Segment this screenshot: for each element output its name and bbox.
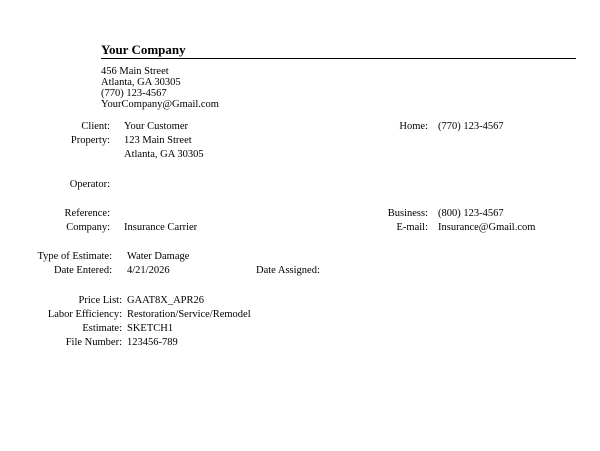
home-label: Home: — [399, 121, 428, 132]
type-of-estimate-label: Type of Estimate: — [37, 251, 112, 262]
property-address-line1: 123 Main Street — [124, 135, 192, 146]
business-label: Business: — [387, 208, 428, 219]
home-phone: (770) 123-4567 — [438, 121, 504, 132]
price-list-label: Price List: — [78, 295, 122, 306]
property-label: Property: — [70, 135, 110, 146]
date-entered-value: 4/21/2026 — [127, 265, 170, 276]
operator-label: Operator: — [69, 179, 110, 190]
client-label: Client: — [81, 121, 110, 132]
company-phone: (770) 123-4567 — [101, 88, 167, 99]
company-label: Company: — [66, 222, 110, 233]
estimate-value: SKETCH1 — [127, 323, 174, 334]
date-assigned-label: Date Assigned: — [256, 265, 320, 276]
labor-efficiency-value: Restoration/Service/Remodel — [127, 309, 251, 320]
date-entered-label: Date Entered: — [53, 265, 112, 276]
company-address-line1: 456 Main Street — [101, 66, 169, 77]
company-email: YourCompany@Gmail.com — [101, 99, 219, 110]
header-divider — [101, 58, 576, 59]
file-number-label: File Number: — [65, 337, 122, 348]
email-label: E-mail: — [396, 222, 428, 233]
insurance-company: Insurance Carrier — [124, 222, 198, 233]
labor-efficiency-label: Labor Efficiency: — [47, 309, 122, 320]
client-name: Your Customer — [124, 121, 188, 132]
price-list-value: GAAT8X_APR26 — [127, 295, 205, 306]
type-of-estimate-value: Water Damage — [127, 251, 190, 262]
business-phone: (800) 123-4567 — [438, 208, 504, 219]
estimate-label: Estimate: — [82, 323, 122, 334]
file-number-value: 123456-789 — [127, 337, 178, 348]
reference-label: Reference: — [64, 208, 110, 219]
property-address-line2: Atlanta, GA 30305 — [124, 149, 204, 160]
company-address-line2: Atlanta, GA 30305 — [101, 77, 181, 88]
company-name: Your Company — [101, 42, 186, 57]
insurance-email: Insurance@Gmail.com — [438, 222, 536, 233]
